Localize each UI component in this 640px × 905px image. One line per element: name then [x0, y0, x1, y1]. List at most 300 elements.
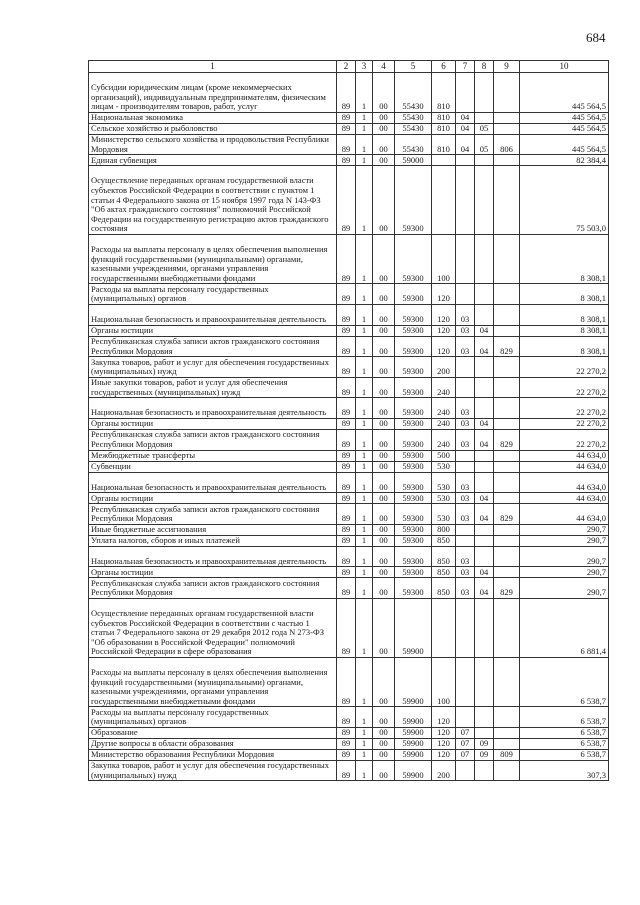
code-cell: 1: [356, 546, 373, 567]
table-row: [89, 325, 609, 336]
code-cell: 00: [373, 578, 395, 599]
code-cell: 850: [432, 578, 456, 599]
budget-item-name: Расходы на выплаты персоналу государственных (муниципальных) органов: [89, 284, 337, 305]
code-cell: 850: [432, 567, 456, 578]
code-cell: 1: [356, 357, 373, 378]
code-cell: 59300: [395, 304, 432, 325]
budget-item-name: Закупка товаров, работ и услуг для обеспечения государственных (муниципальных) нужд: [89, 760, 337, 781]
table-row: [89, 524, 609, 535]
code-cell: 89: [337, 357, 356, 378]
code-cell: 829: [494, 504, 520, 525]
code-cell: 1: [356, 567, 373, 578]
code-cell: 829: [494, 578, 520, 599]
code-cell: [456, 357, 475, 378]
code-cell: 00: [373, 749, 395, 760]
code-cell: [494, 398, 520, 419]
code-cell: 00: [373, 377, 395, 398]
code-cell: 89: [337, 134, 356, 155]
code-cell: 09: [475, 749, 494, 760]
code-cell: [456, 234, 475, 283]
code-cell: [456, 657, 475, 706]
code-cell: 00: [373, 472, 395, 493]
table-row: [89, 657, 609, 706]
code-cell: 89: [337, 450, 356, 461]
table-row: [89, 134, 609, 155]
code-cell: 59300: [395, 461, 432, 472]
code-cell: 04: [475, 336, 494, 357]
amount-cell: 445 564,5: [520, 123, 609, 134]
code-cell: 1: [356, 598, 373, 657]
code-cell: [494, 727, 520, 738]
budget-item-name: Национальная экономика: [89, 112, 337, 123]
code-cell: 89: [337, 284, 356, 305]
code-cell: [456, 760, 475, 781]
budget-item-name: Республиканская служба записи актов гражданского состояния Республики Мордовия: [89, 578, 337, 599]
code-cell: 240: [432, 429, 456, 450]
table-row: [89, 284, 609, 305]
code-cell: 59900: [395, 760, 432, 781]
code-cell: 1: [356, 418, 373, 429]
table-row: [89, 707, 609, 728]
code-cell: 59300: [395, 472, 432, 493]
table-row: [89, 398, 609, 419]
code-cell: [456, 166, 475, 235]
code-cell: 00: [373, 546, 395, 567]
code-cell: 00: [373, 234, 395, 283]
code-cell: 89: [337, 112, 356, 123]
code-cell: 89: [337, 336, 356, 357]
code-cell: [475, 234, 494, 283]
amount-cell: 44 634,0: [520, 472, 609, 493]
code-cell: 89: [337, 738, 356, 749]
code-cell: 59300: [395, 504, 432, 525]
amount-cell: 6 538,7: [520, 727, 609, 738]
code-cell: 1: [356, 450, 373, 461]
code-cell: 59900: [395, 738, 432, 749]
code-cell: 500: [432, 450, 456, 461]
code-cell: 810: [432, 134, 456, 155]
code-cell: 55430: [395, 112, 432, 123]
code-cell: 1: [356, 234, 373, 283]
code-cell: 59000: [395, 155, 432, 166]
budget-table: [88, 60, 609, 781]
amount-cell: 8 308,1: [520, 234, 609, 283]
code-cell: 03: [456, 567, 475, 578]
code-cell: 55430: [395, 73, 432, 113]
code-cell: 03: [456, 418, 475, 429]
code-cell: 09: [475, 738, 494, 749]
code-cell: 530: [432, 472, 456, 493]
code-cell: 1: [356, 155, 373, 166]
code-cell: 59300: [395, 357, 432, 378]
code-cell: 100: [432, 234, 456, 283]
code-cell: [494, 493, 520, 504]
table-row: [89, 493, 609, 504]
table-row: [89, 760, 609, 781]
code-cell: 89: [337, 504, 356, 525]
code-cell: 810: [432, 123, 456, 134]
amount-cell: 8 308,1: [520, 304, 609, 325]
amount-cell: 44 634,0: [520, 461, 609, 472]
budget-item-name: Иные закупки товаров, работ и услуг для обеспечения государственных (муниципальных) нужд: [89, 377, 337, 398]
code-cell: 89: [337, 727, 356, 738]
budget-item-name: Министерство образования Республики Мордовия: [89, 749, 337, 760]
code-cell: [475, 73, 494, 113]
code-cell: 850: [432, 535, 456, 546]
table-row: [89, 123, 609, 134]
code-cell: 200: [432, 760, 456, 781]
code-cell: 1: [356, 657, 373, 706]
code-cell: 240: [432, 377, 456, 398]
code-cell: [475, 398, 494, 419]
code-cell: 03: [456, 398, 475, 419]
column-header: 3: [356, 61, 373, 73]
amount-cell: 6 538,7: [520, 749, 609, 760]
code-cell: 00: [373, 598, 395, 657]
code-cell: 59900: [395, 598, 432, 657]
code-cell: [494, 73, 520, 113]
code-cell: 04: [475, 504, 494, 525]
code-cell: [475, 166, 494, 235]
code-cell: [475, 357, 494, 378]
code-cell: 120: [432, 304, 456, 325]
code-cell: 03: [456, 325, 475, 336]
code-cell: [475, 155, 494, 166]
code-cell: 800: [432, 524, 456, 535]
code-cell: 59900: [395, 707, 432, 728]
code-cell: 89: [337, 377, 356, 398]
code-cell: 89: [337, 418, 356, 429]
code-cell: 59300: [395, 325, 432, 336]
code-cell: [456, 73, 475, 113]
budget-item-name: Осуществление переданных органам государственной власти субъектов Российской Федерации в соответствии с частью 1 статьи 7 Федерального закона от 29 декабря 2012 года N 273-ФЗ "Об образовании в Российской Федерации" полномочий Российской Федерации в сфере образования: [89, 598, 337, 657]
code-cell: 03: [456, 472, 475, 493]
code-cell: 829: [494, 429, 520, 450]
table-row: [89, 155, 609, 166]
column-header: 8: [475, 61, 494, 73]
budget-item-name: Уплата налогов, сборов и иных платежей: [89, 535, 337, 546]
code-cell: 00: [373, 73, 395, 113]
code-cell: 240: [432, 398, 456, 419]
code-cell: 1: [356, 429, 373, 450]
column-header: 2: [337, 61, 356, 73]
code-cell: 100: [432, 657, 456, 706]
code-cell: 03: [456, 493, 475, 504]
code-cell: 05: [475, 123, 494, 134]
code-cell: [494, 524, 520, 535]
code-cell: [432, 166, 456, 235]
code-cell: 89: [337, 567, 356, 578]
amount-cell: 6 881,4: [520, 598, 609, 657]
code-cell: 89: [337, 461, 356, 472]
code-cell: 03: [456, 546, 475, 567]
code-cell: [494, 123, 520, 134]
budget-item-name: Образование: [89, 727, 337, 738]
code-cell: 00: [373, 134, 395, 155]
code-cell: 00: [373, 567, 395, 578]
code-cell: 89: [337, 524, 356, 535]
budget-item-name: Расходы на выплаты персоналу в целях обеспечения выполнения функций государственными (муниципальными) органами, казенными учреждениями, органами управления государственными внебюджетными фондами: [89, 657, 337, 706]
code-cell: 1: [356, 472, 373, 493]
code-cell: [494, 284, 520, 305]
amount-cell: 44 634,0: [520, 504, 609, 525]
code-cell: 59900: [395, 657, 432, 706]
amount-cell: 22 270,2: [520, 377, 609, 398]
code-cell: 120: [432, 727, 456, 738]
amount-cell: 6 538,7: [520, 738, 609, 749]
code-cell: [475, 461, 494, 472]
amount-cell: 445 564,5: [520, 134, 609, 155]
code-cell: 530: [432, 504, 456, 525]
code-cell: 89: [337, 73, 356, 113]
code-cell: 810: [432, 73, 456, 113]
code-cell: 89: [337, 429, 356, 450]
budget-item-name: Сельское хозяйство и рыболовство: [89, 123, 337, 134]
budget-item-name: Национальная безопасность и правоохранительная деятельность: [89, 546, 337, 567]
budget-item-name: Межбюджетные трансферты: [89, 450, 337, 461]
code-cell: 1: [356, 707, 373, 728]
code-cell: 04: [475, 325, 494, 336]
code-cell: 120: [432, 749, 456, 760]
code-cell: [494, 155, 520, 166]
code-cell: 00: [373, 760, 395, 781]
code-cell: 00: [373, 450, 395, 461]
code-cell: [475, 657, 494, 706]
code-cell: 04: [456, 134, 475, 155]
budget-item-name: Национальная безопасность и правоохранительная деятельность: [89, 398, 337, 419]
amount-cell: 290,7: [520, 578, 609, 599]
table-row: [89, 546, 609, 567]
code-cell: [494, 377, 520, 398]
code-cell: 59300: [395, 450, 432, 461]
code-cell: 05: [475, 134, 494, 155]
code-cell: 59300: [395, 336, 432, 357]
code-cell: 1: [356, 504, 373, 525]
code-cell: 00: [373, 325, 395, 336]
code-cell: [456, 377, 475, 398]
code-cell: 89: [337, 123, 356, 134]
amount-cell: 22 270,2: [520, 429, 609, 450]
table-row: [89, 336, 609, 357]
code-cell: 89: [337, 535, 356, 546]
code-cell: 03: [456, 304, 475, 325]
code-cell: 07: [456, 738, 475, 749]
amount-cell: 44 634,0: [520, 450, 609, 461]
code-cell: 120: [432, 284, 456, 305]
code-cell: 59300: [395, 234, 432, 283]
code-cell: [494, 450, 520, 461]
amount-cell: 8 308,1: [520, 336, 609, 357]
code-cell: 1: [356, 535, 373, 546]
code-cell: 59900: [395, 727, 432, 738]
code-cell: 1: [356, 73, 373, 113]
code-cell: 59300: [395, 284, 432, 305]
table-row: [89, 73, 609, 113]
code-cell: 89: [337, 657, 356, 706]
code-cell: 00: [373, 707, 395, 728]
code-cell: 00: [373, 123, 395, 134]
code-cell: 04: [475, 493, 494, 504]
code-cell: 120: [432, 336, 456, 357]
code-cell: 59900: [395, 749, 432, 760]
code-cell: 1: [356, 493, 373, 504]
code-cell: 530: [432, 493, 456, 504]
code-cell: [494, 357, 520, 378]
table-row: [89, 504, 609, 525]
table-row: [89, 166, 609, 235]
table-row: [89, 234, 609, 283]
code-cell: [475, 760, 494, 781]
code-cell: 850: [432, 546, 456, 567]
table-row: [89, 598, 609, 657]
budget-item-name: Расходы на выплаты персоналу государственных (муниципальных) органов: [89, 707, 337, 728]
code-cell: 530: [432, 461, 456, 472]
code-cell: 1: [356, 524, 373, 535]
budget-item-name: Национальная безопасность и правоохранительная деятельность: [89, 472, 337, 493]
code-cell: 04: [475, 567, 494, 578]
code-cell: 829: [494, 336, 520, 357]
code-cell: 59300: [395, 418, 432, 429]
code-cell: [475, 524, 494, 535]
table-row: [89, 535, 609, 546]
budget-item-name: Органы юстиции: [89, 325, 337, 336]
table-row: [89, 377, 609, 398]
code-cell: 59300: [395, 398, 432, 419]
code-cell: 07: [456, 727, 475, 738]
code-cell: [475, 535, 494, 546]
code-cell: 03: [456, 578, 475, 599]
amount-cell: 445 564,5: [520, 73, 609, 113]
code-cell: 806: [494, 134, 520, 155]
budget-item-name: Субвенции: [89, 461, 337, 472]
code-cell: 1: [356, 738, 373, 749]
amount-cell: 8 308,1: [520, 284, 609, 305]
code-cell: 00: [373, 429, 395, 450]
code-cell: 1: [356, 377, 373, 398]
code-cell: 120: [432, 738, 456, 749]
budget-item-name: Республиканская служба записи актов гражданского состояния Республики Мордовия: [89, 429, 337, 450]
code-cell: 1: [356, 304, 373, 325]
amount-cell: 290,7: [520, 567, 609, 578]
code-cell: [494, 567, 520, 578]
code-cell: 07: [456, 749, 475, 760]
code-cell: 1: [356, 134, 373, 155]
code-cell: [494, 657, 520, 706]
code-cell: 03: [456, 336, 475, 357]
budget-item-name: Другие вопросы в области образования: [89, 738, 337, 749]
code-cell: 55430: [395, 123, 432, 134]
table-row: [89, 357, 609, 378]
code-cell: 00: [373, 461, 395, 472]
code-cell: [475, 450, 494, 461]
column-header: 7: [456, 61, 475, 73]
amount-cell: 22 270,2: [520, 357, 609, 378]
code-cell: [494, 738, 520, 749]
code-cell: [475, 727, 494, 738]
amount-cell: 8 308,1: [520, 325, 609, 336]
code-cell: [456, 155, 475, 166]
code-cell: [494, 535, 520, 546]
code-cell: [432, 155, 456, 166]
budget-item-name: Национальная безопасность и правоохранительная деятельность: [89, 304, 337, 325]
code-cell: [494, 461, 520, 472]
code-cell: [494, 418, 520, 429]
column-header: 6: [432, 61, 456, 73]
code-cell: 00: [373, 284, 395, 305]
code-cell: 1: [356, 398, 373, 419]
amount-cell: 290,7: [520, 535, 609, 546]
budget-item-name: Органы юстиции: [89, 567, 337, 578]
table-row: [89, 450, 609, 461]
code-cell: [494, 472, 520, 493]
table-row: [89, 727, 609, 738]
amount-cell: 44 634,0: [520, 493, 609, 504]
code-cell: 89: [337, 578, 356, 599]
table-row: [89, 578, 609, 599]
code-cell: 1: [356, 325, 373, 336]
code-cell: [475, 546, 494, 567]
code-cell: 1: [356, 461, 373, 472]
code-cell: [475, 598, 494, 657]
amount-cell: 6 538,7: [520, 657, 609, 706]
amount-cell: 22 270,2: [520, 398, 609, 419]
budget-item-name: Единая субвенция: [89, 155, 337, 166]
code-cell: [456, 450, 475, 461]
budget-item-name: Осуществление переданных органам государственной власти субъектов Российской Федерации в соответствии с пунктом 1 статьи 4 Федерального закона от 15 ноября 1997 года N 143-ФЗ "Об актах гражданского состояния" полномочий Российской Федерации на государственную регистрацию актов гражданского состояния: [89, 166, 337, 235]
table-row: [89, 472, 609, 493]
code-cell: 59300: [395, 524, 432, 535]
budget-item-name: Республиканская служба записи актов гражданского состояния Республики Мордовия: [89, 336, 337, 357]
amount-cell: 82 384,4: [520, 155, 609, 166]
table-row: [89, 749, 609, 760]
code-cell: [475, 284, 494, 305]
code-cell: 89: [337, 493, 356, 504]
code-cell: 00: [373, 535, 395, 546]
code-cell: 59300: [395, 377, 432, 398]
code-cell: 04: [475, 418, 494, 429]
code-cell: [494, 546, 520, 567]
code-cell: 59300: [395, 535, 432, 546]
code-cell: [475, 377, 494, 398]
code-cell: 89: [337, 760, 356, 781]
code-cell: 00: [373, 738, 395, 749]
page-number: 684: [586, 30, 606, 45]
code-cell: [494, 304, 520, 325]
code-cell: 00: [373, 418, 395, 429]
code-cell: 04: [475, 429, 494, 450]
code-cell: 00: [373, 524, 395, 535]
code-cell: [494, 112, 520, 123]
code-cell: 89: [337, 166, 356, 235]
code-cell: [494, 707, 520, 728]
code-cell: 59300: [395, 546, 432, 567]
column-header: 4: [373, 61, 395, 73]
code-cell: 240: [432, 418, 456, 429]
code-cell: 04: [475, 578, 494, 599]
code-cell: 120: [432, 707, 456, 728]
code-cell: 00: [373, 357, 395, 378]
amount-cell: 290,7: [520, 546, 609, 567]
table-row: [89, 461, 609, 472]
code-cell: 120: [432, 325, 456, 336]
budget-item-name: Субсидии юридическим лицам (кроме некоммерческих организаций), индивидуальным предпринимателям, физическим лицам - производителям товаров, работ, услуг: [89, 73, 337, 113]
code-cell: [456, 524, 475, 535]
code-cell: 00: [373, 398, 395, 419]
budget-item-name: Министерство сельского хозяйства и продовольствия Республики Мордовия: [89, 134, 337, 155]
column-header: 10: [520, 61, 609, 73]
code-cell: 89: [337, 598, 356, 657]
code-cell: 04: [456, 123, 475, 134]
